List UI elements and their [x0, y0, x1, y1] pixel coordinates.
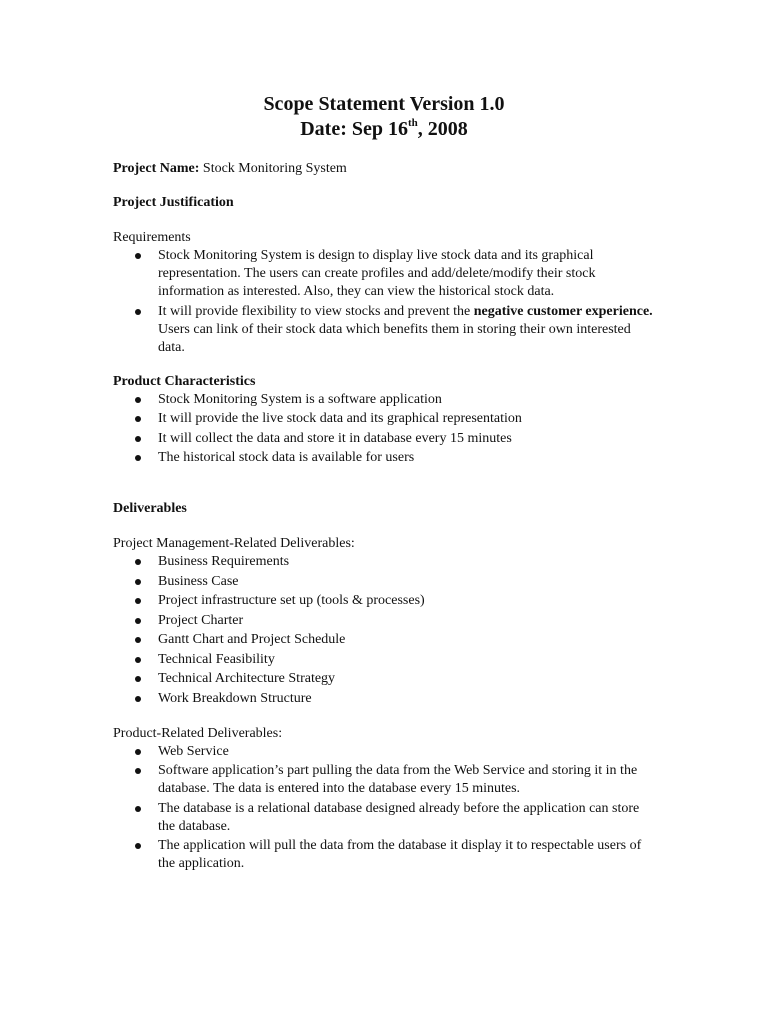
list-item-text: Technical Feasibility [158, 651, 275, 667]
list-item-text: Gantt Chart and Project Schedule [158, 632, 346, 647]
list-item [113, 247, 658, 301]
list-item-text: It will collect the data and store it in database every 15 minutes [158, 430, 512, 446]
bullet-icon [135, 696, 141, 702]
list-item-text-end: Users can link of their stock data which benefits them in storing their own interested data. [158, 321, 631, 355]
justification-heading: Project Justification [113, 195, 234, 210]
list-item-text: Business Requirements [158, 554, 290, 569]
list-item [113, 690, 658, 708]
list-item [113, 573, 658, 591]
list-item-text: The application will pull the data from the database it display it to respectable users of the application. [158, 838, 642, 871]
pm-deliverables-label: Project Management-Related Deliverables: [113, 536, 355, 551]
list-item [113, 631, 658, 649]
bullet-icon [135, 579, 141, 585]
list-item [113, 592, 658, 610]
list-item [113, 800, 658, 836]
list-item [113, 762, 658, 798]
requirements-list [113, 247, 658, 357]
pm-deliverables-list [113, 553, 658, 708]
list-item-text: Work Breakdown Structure [158, 690, 312, 706]
list-item [113, 410, 658, 428]
list-item [113, 553, 658, 571]
list-item-text-start: It will provide flexibility to view stocks and prevent the [158, 303, 474, 319]
product-deliverables-label: Product-Related Deliverables: [113, 725, 283, 741]
bullet-icon [135, 455, 141, 461]
list-item [113, 303, 658, 357]
list-item [113, 612, 658, 630]
product-characteristics-list [113, 391, 658, 468]
bullet-icon [135, 253, 141, 259]
requirements-label: Requirements [113, 230, 191, 245]
list-item [113, 651, 658, 669]
product-characteristics-heading: Product Characteristics [113, 373, 256, 389]
bullet-icon [135, 416, 141, 422]
list-item-text: Stock Monitoring System is design to display live stock data and its graphical representation. The users can create profiles and add/delete/modify their stock information as interested. Also, they can view the historical stock data. [158, 248, 596, 299]
date-suffix: , 2008 [417, 118, 468, 140]
bullet-icon [135, 559, 141, 565]
bullet-icon [135, 676, 141, 682]
list-item [113, 743, 658, 761]
list-item-text: Business Case [158, 573, 239, 589]
list-item-text: Software application’s part pulling the data from the Web Service and storing it in the database. The data is entered into the database every 15 minutes. [158, 763, 638, 796]
date-superscript: th [407, 117, 418, 130]
list-item [113, 430, 658, 448]
bullet-icon [135, 657, 141, 663]
list-item-text: Project Charter [158, 612, 244, 628]
list-item [113, 670, 658, 688]
date-prefix: Date: Sep 16 [300, 118, 408, 140]
project-name-line [113, 160, 658, 178]
date-line [0, 117, 768, 142]
list-item-text: Technical Architecture Strategy [158, 671, 336, 686]
list-item [113, 391, 658, 409]
list-item [113, 449, 658, 467]
bullet-icon [135, 397, 141, 403]
list-item-text: Project infrastructure set up (tools & processes) [158, 593, 425, 608]
bullet-icon [135, 598, 141, 604]
project-name-label: Project Name: [113, 161, 200, 176]
deliverables-heading: Deliverables [113, 501, 187, 516]
bullet-icon [135, 309, 141, 315]
list-item-text: It will provide the live stock data and its graphical representation [158, 411, 522, 426]
title-line: Scope Statement Version 1.0 [263, 93, 505, 115]
bullet-icon [135, 637, 141, 643]
project-name-value: Stock Monitoring System [202, 161, 347, 176]
bullet-icon [135, 436, 141, 442]
product-deliverables-list [113, 743, 658, 874]
bullet-icon [135, 806, 141, 812]
list-item-text: The database is a relational database designed already before the application can store the database. [158, 800, 640, 834]
list-item-text: The historical stock data is available for users [158, 450, 415, 465]
list-item [113, 837, 658, 873]
bullet-icon [135, 768, 141, 774]
bullet-icon [135, 749, 141, 755]
list-item-text: Web Service [158, 743, 229, 759]
bullet-icon [135, 618, 141, 624]
list-item-bold-text: negative customer experience. [473, 303, 653, 319]
list-item-text: Stock Monitoring System is a software application [158, 391, 442, 407]
document-body [113, 160, 658, 875]
document-title [0, 92, 768, 142]
bullet-icon [135, 843, 141, 849]
